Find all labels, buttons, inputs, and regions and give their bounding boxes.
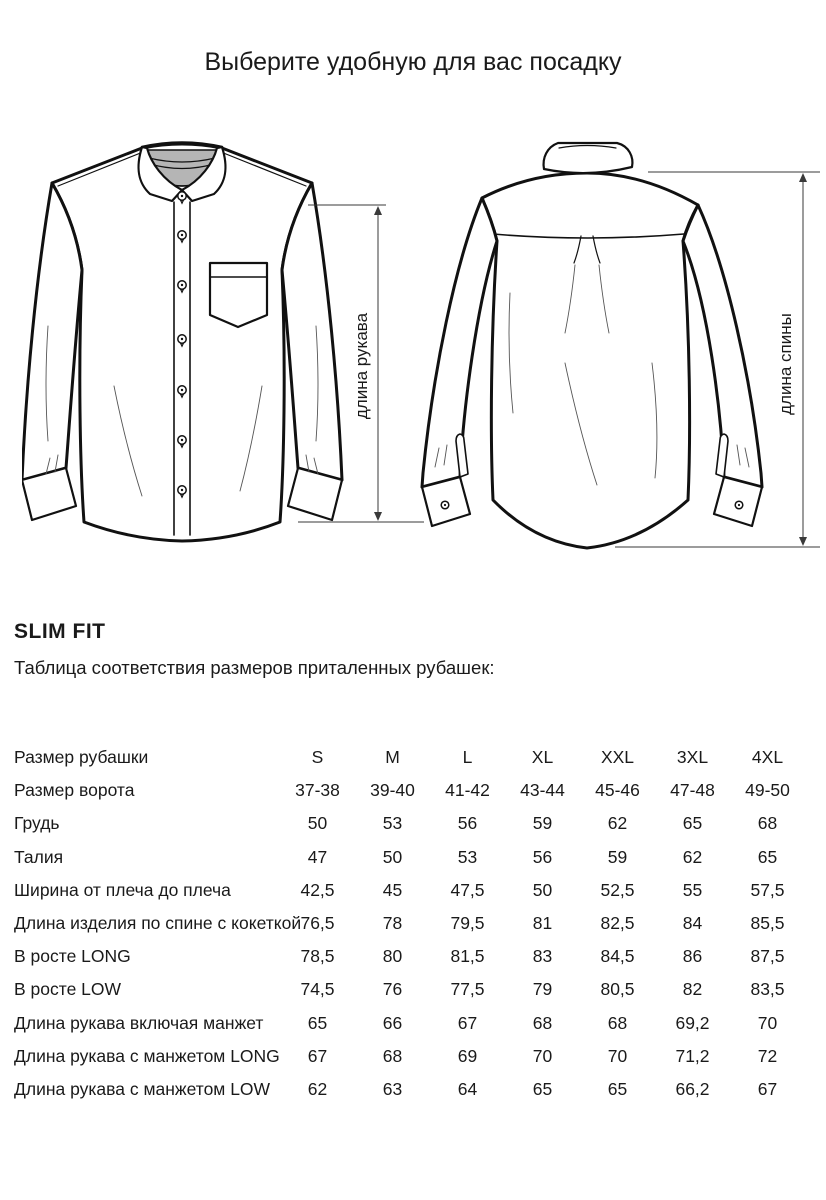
size-value-cell: 55: [682, 879, 703, 900]
size-column-header: 4XL: [751, 747, 784, 768]
page-title: Выберите удобную для вас посадку: [204, 48, 622, 76]
table-row: [0, 1073, 826, 1106]
size-value-cell: 62: [682, 846, 703, 867]
size-table: [0, 741, 826, 1106]
row-label: Ширина от плеча до плеча: [14, 879, 231, 900]
size-value-cell: 47: [307, 846, 328, 867]
size-value-cell: 49-50: [745, 780, 790, 801]
size-value-cell: 67: [757, 1078, 778, 1099]
size-value-cell: 67: [457, 1012, 478, 1033]
size-column-header: XL: [531, 747, 554, 768]
size-value-cell: 45-46: [595, 780, 640, 801]
size-value-cell: 70: [607, 1045, 628, 1066]
size-value-cell: 65: [532, 1078, 553, 1099]
size-value-cell: 68: [607, 1012, 628, 1033]
size-value-cell: 52,5: [600, 879, 635, 900]
size-value-cell: 66,2: [675, 1078, 710, 1099]
size-value-cell: 81,5: [450, 946, 485, 967]
size-value-cell: 72: [757, 1045, 778, 1066]
back-length-label: длина спины: [776, 313, 795, 415]
size-value-cell: 83,5: [750, 979, 785, 1000]
size-value-cell: 78: [382, 913, 403, 934]
row-label: Длина рукава включая манжет: [14, 1012, 264, 1033]
size-value-cell: 65: [757, 846, 778, 867]
size-value-cell: 87,5: [750, 946, 785, 967]
size-value-cell: 59: [607, 846, 628, 867]
size-column-header: S: [311, 747, 324, 768]
size-value-cell: 50: [382, 846, 403, 867]
size-value-cell: 74,5: [300, 979, 335, 1000]
row-label: Грудь: [14, 813, 60, 834]
size-value-cell: 78,5: [300, 946, 335, 967]
size-value-cell: 42,5: [300, 879, 335, 900]
table-row: [0, 841, 826, 874]
size-value-cell: 82,5: [600, 913, 635, 934]
size-value-cell: 41-42: [445, 780, 490, 801]
size-value-cell: 62: [307, 1078, 328, 1099]
size-value-cell: 57,5: [750, 879, 785, 900]
size-value-cell: 85,5: [750, 913, 785, 934]
row-label: В росте LONG: [14, 946, 131, 967]
size-value-cell: 65: [682, 813, 703, 834]
size-value-cell: 65: [307, 1012, 328, 1033]
size-value-cell: 70: [532, 1045, 553, 1066]
size-value-cell: 79,5: [450, 913, 485, 934]
size-value-cell: 84: [682, 913, 703, 934]
size-value-cell: 47,5: [450, 879, 485, 900]
table-row: [0, 1007, 826, 1040]
table-row: [0, 807, 826, 840]
size-value-cell: 82: [682, 979, 703, 1000]
sleeve-length-label: длина рукава: [352, 312, 371, 420]
size-value-cell: 66: [382, 1012, 403, 1033]
size-value-cell: 65: [607, 1078, 628, 1099]
size-value-cell: 37-38: [295, 780, 340, 801]
table-header-row: [0, 741, 826, 774]
size-value-cell: 86: [682, 946, 703, 967]
size-value-cell: 47-48: [670, 780, 715, 801]
size-value-cell: 43-44: [520, 780, 565, 801]
size-value-cell: 76: [382, 979, 403, 1000]
size-value-cell: 77,5: [450, 979, 485, 1000]
size-column-header: XXL: [600, 747, 635, 768]
size-value-cell: 63: [382, 1078, 403, 1099]
row-label: Талия: [14, 846, 64, 867]
size-value-cell: 79: [532, 979, 553, 1000]
size-value-cell: 84,5: [600, 946, 635, 967]
size-value-cell: 68: [532, 1012, 553, 1033]
size-value-cell: 76,5: [300, 913, 335, 934]
size-value-cell: 56: [457, 813, 478, 834]
row-label: В росте LOW: [14, 979, 122, 1000]
size-column-header: L: [462, 747, 473, 768]
size-value-cell: 39-40: [370, 780, 415, 801]
row-label: Длина изделия по спине с кокеткой: [14, 913, 302, 934]
size-value-cell: 50: [532, 879, 553, 900]
row-label: Размер ворота: [14, 780, 135, 801]
table-row: [0, 774, 826, 807]
size-column-header: M: [385, 747, 400, 768]
row-label: Размер рубашки: [14, 747, 149, 768]
measurement-arrows: [0, 100, 826, 580]
size-value-cell: 50: [307, 813, 328, 834]
table-caption: Таблица соответствия размеров приталенных рубашек:: [14, 657, 495, 678]
size-column-header: 3XL: [676, 747, 709, 768]
size-value-cell: 67: [307, 1045, 328, 1066]
table-row: [0, 973, 826, 1006]
size-value-cell: 68: [382, 1045, 403, 1066]
size-value-cell: 80,5: [600, 979, 635, 1000]
table-row: [0, 874, 826, 907]
size-value-cell: 81: [532, 913, 553, 934]
row-label: Длина рукава с манжетом LONG: [14, 1045, 280, 1066]
size-value-cell: 71,2: [675, 1045, 710, 1066]
size-value-cell: 59: [532, 813, 553, 834]
size-value-cell: 62: [607, 813, 628, 834]
table-row: [0, 1040, 826, 1073]
size-value-cell: 83: [532, 946, 553, 967]
size-value-cell: 45: [382, 879, 403, 900]
size-value-cell: 70: [757, 1012, 778, 1033]
size-value-cell: 56: [532, 846, 553, 867]
row-label: Длина рукава с манжетом LOW: [14, 1078, 271, 1099]
size-value-cell: 68: [757, 813, 778, 834]
size-value-cell: 69,2: [675, 1012, 710, 1033]
size-value-cell: 53: [457, 846, 478, 867]
fit-section-heading: SLIM FIT: [14, 620, 106, 643]
size-value-cell: 53: [382, 813, 403, 834]
table-row: [0, 940, 826, 973]
size-value-cell: 64: [457, 1078, 478, 1099]
size-value-cell: 80: [382, 946, 403, 967]
size-value-cell: 69: [457, 1045, 478, 1066]
table-row: [0, 907, 826, 940]
